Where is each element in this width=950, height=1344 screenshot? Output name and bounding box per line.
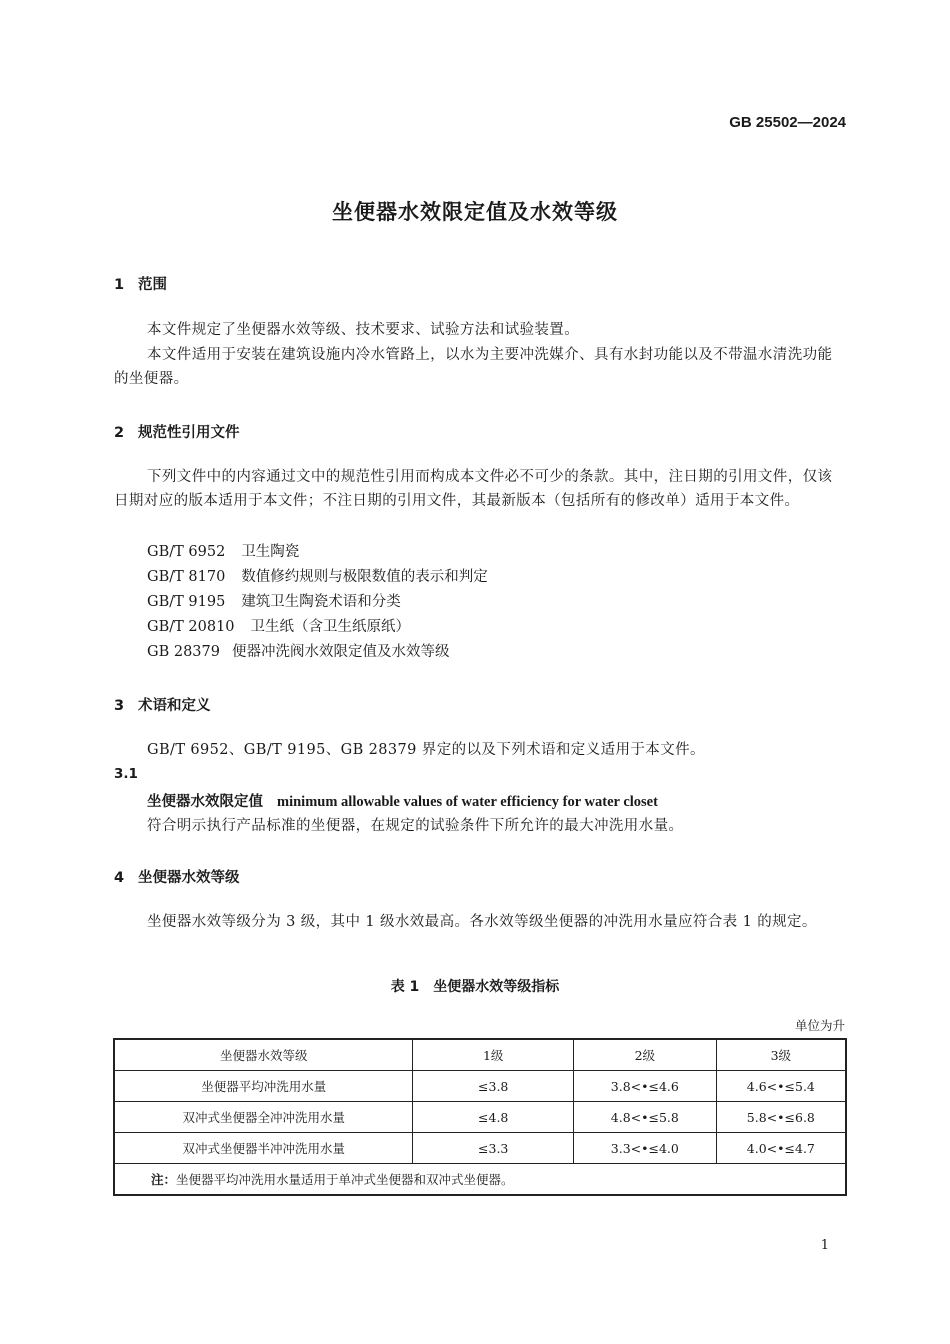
- reference-title: 数值修约规则与极限数值的表示和判定: [241, 569, 488, 585]
- reference-title: 卫生纸（含卫生纸原纸）: [250, 619, 411, 635]
- reference-code: GB 28379: [147, 644, 220, 660]
- section-2-heading: [114, 421, 240, 442]
- reference-title: 便器冲洗阀水效限定值及水效等级: [231, 644, 450, 660]
- section-2-paragraph-1: 下列文件中的内容通过文中的规范性引用而构成本文件必不可少的条款。其中，注日期的引用文件，仅该日期对应的版本适用于本文件；不注日期的引用文件，其最新版本（包括所有的修改单）适用于本文件。: [114, 469, 833, 509]
- term-english: minimum allowable values of water efficiency for water closet: [277, 794, 658, 810]
- standard-number: GB 25502—2024: [729, 114, 846, 131]
- table-cell: 双冲式坐便器全冲冲洗用水量: [114, 1102, 413, 1133]
- table-header-cell: 1级: [413, 1039, 574, 1071]
- section-3-heading: [114, 694, 211, 715]
- section-title: 范围: [138, 277, 167, 293]
- table-row: [114, 1102, 846, 1133]
- reference-code: GB/T 20810: [147, 619, 235, 635]
- table-header-cell: 2级: [573, 1039, 716, 1071]
- section-number: 3: [114, 698, 125, 714]
- section-1-heading: [114, 273, 167, 294]
- term-entry: [147, 790, 658, 811]
- section-number: 2: [114, 425, 125, 441]
- water-efficiency-table: [113, 1038, 847, 1196]
- table-header-cell: 3级: [716, 1039, 846, 1071]
- table-note: [114, 1164, 846, 1196]
- reference-item: [147, 540, 299, 564]
- table-cell: 4.6<•≤5.4: [716, 1071, 846, 1102]
- section-4-paragraph-1: 坐便器水效等级分为 3 级，其中 1 级水效最高。各水效等级坐便器的冲洗用水量应符合表 1 的规定。: [147, 914, 817, 930]
- reference-code: GB/T 6952: [147, 544, 226, 560]
- section-3-paragraph-1: GB/T 6952、GB/T 9195、GB 28379 界定的以及下列术语和定义适用于本文件。: [147, 742, 705, 758]
- note-text: 坐便器平均冲洗用水量适用于单冲式坐便器和双冲式坐便器。: [176, 1172, 514, 1187]
- table-cell: 坐便器平均冲洗用水量: [114, 1071, 413, 1102]
- section-4-heading: [114, 866, 240, 887]
- reference-item: [147, 615, 410, 639]
- table-title: 表 1 坐便器水效等级指标: [390, 979, 560, 995]
- section-number: 4: [114, 870, 125, 886]
- table-row: [114, 1133, 846, 1164]
- table-cell: ≤3.8: [413, 1071, 574, 1102]
- section-title: 规范性引用文件: [138, 425, 240, 441]
- reference-item: [147, 590, 401, 614]
- reference-title: 建筑卫生陶瓷术语和分类: [241, 594, 401, 610]
- section-title: 术语和定义: [138, 698, 211, 714]
- table-cell: 3.8<•≤4.6: [573, 1071, 716, 1102]
- reference-item: [147, 565, 488, 589]
- section-title: 坐便器水效等级: [138, 870, 240, 886]
- table-cell: 3.3<•≤4.0: [573, 1133, 716, 1164]
- table-cell: ≤3.3: [413, 1133, 574, 1164]
- note-label: 注：: [151, 1172, 177, 1187]
- section-number: 1: [114, 277, 125, 293]
- table-cell: ≤4.8: [413, 1102, 574, 1133]
- term-chinese: 坐便器水效限定值: [147, 794, 263, 810]
- table-cell: 双冲式坐便器半冲冲洗用水量: [114, 1133, 413, 1164]
- table-unit: 单位为升: [794, 1018, 845, 1033]
- page-number: 1: [820, 1238, 829, 1253]
- reference-title: 卫生陶瓷: [241, 544, 300, 560]
- table-header-row: [114, 1039, 846, 1071]
- section-1-paragraph-2: 本文件适用于安装在建筑设施内冷水管路上，以水为主要冲洗媒介、具有水封功能以及不带温水清洗功能的坐便器。: [114, 347, 833, 387]
- reference-code: GB/T 8170: [147, 569, 226, 585]
- table-note-row: [114, 1164, 846, 1196]
- reference-code: GB/T 9195: [147, 594, 226, 610]
- table-cell: 4.8<•≤5.8: [573, 1102, 716, 1133]
- reference-item: [147, 640, 449, 664]
- term-number: 3.1: [114, 766, 138, 782]
- term-definition: 符合明示执行产品标准的坐便器，在规定的试验条件下所允许的最大冲洗用水量。: [147, 818, 684, 834]
- table-cell: 5.8<•≤6.8: [716, 1102, 846, 1133]
- document-title: 坐便器水效限定值及水效等级: [332, 200, 618, 224]
- section-1-paragraph-1: 本文件规定了坐便器水效等级、技术要求、试验方法和试验装置。: [147, 322, 580, 338]
- table-cell: 4.0<•≤4.7: [716, 1133, 846, 1164]
- table-row: [114, 1071, 846, 1102]
- table-header-cell: 坐便器水效等级: [114, 1039, 413, 1071]
